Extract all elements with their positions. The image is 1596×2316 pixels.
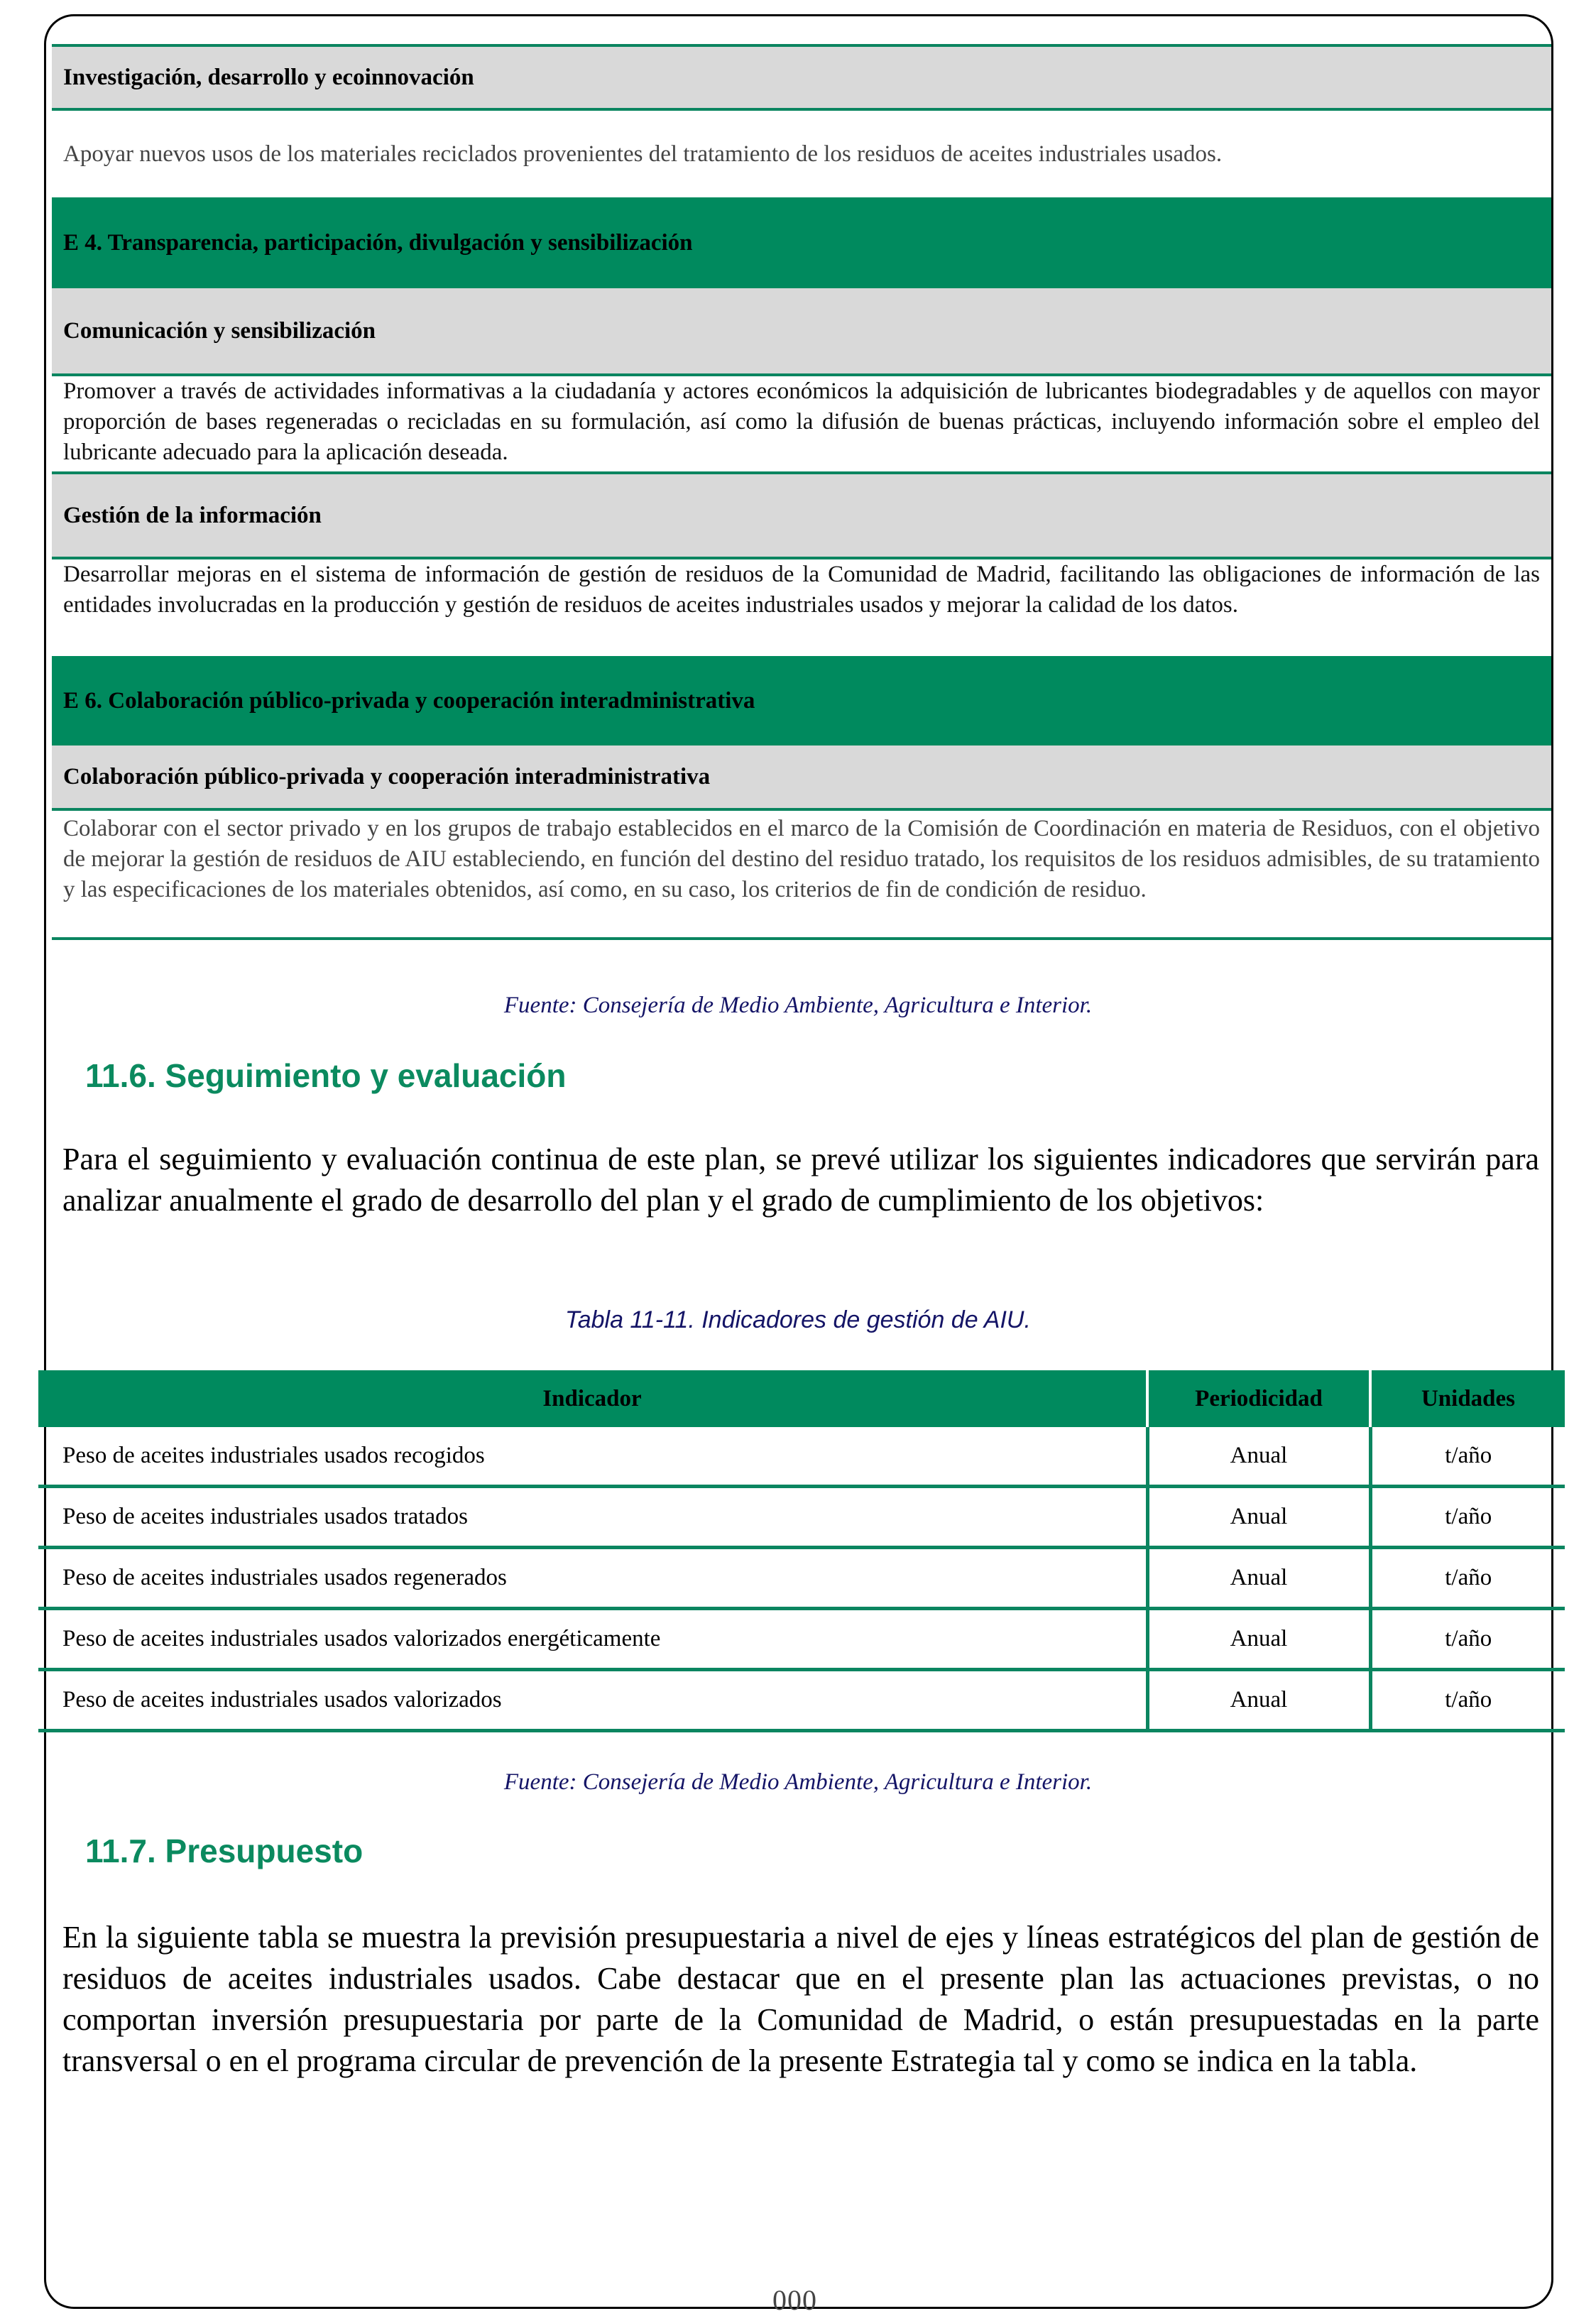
- table-row: [38, 1670, 1565, 1731]
- indicator-cell: Peso de aceites industriales usados regenerados: [38, 1548, 1147, 1609]
- table-row: [38, 1427, 1565, 1487]
- subline-header: Investigación, desarrollo y ecoinnovación: [52, 44, 1551, 111]
- periodicity-cell: Anual: [1147, 1427, 1370, 1487]
- periodicity-cell: Anual: [1147, 1670, 1370, 1731]
- subline-header: Gestión de la información: [52, 471, 1551, 559]
- periodicity-cell: Anual: [1147, 1548, 1370, 1609]
- measure-text: Promover a través de actividades informativas a la ciudadanía y actores económicos la adquisición de lubricantes biodegradables y de aquellos con mayor proporción de bases regeneradas o recicladas en su formulación, así como la difusión de buenas prácticas, incluyendo información sobre el empleo del lubricante adecuado para la aplicación deseada.: [63, 378, 1540, 465]
- subline-header: Comunicación y sensibilización: [52, 288, 1551, 376]
- table-header-row: [38, 1370, 1565, 1427]
- section-heading: 11.7. Presupuesto: [85, 1832, 364, 1869]
- indicator-cell: Peso de aceites industriales usados valorizados: [38, 1670, 1147, 1731]
- table-row: [38, 1609, 1565, 1670]
- axis-header: E 6. Colaboración público-privada y cooperación interadministrativa: [52, 656, 1551, 745]
- source-caption: Fuente: Consejería de Medio Ambiente, Agricultura e Interior.: [503, 993, 1093, 1018]
- units-cell: t/año: [1370, 1670, 1565, 1731]
- periodicity-cell: Anual: [1147, 1487, 1370, 1548]
- source-caption: Fuente: Consejería de Medio Ambiente, Agricultura e Interior.: [503, 1769, 1093, 1795]
- column-header: Indicador: [38, 1370, 1147, 1427]
- section-heading: 11.6. Seguimiento y evaluación: [85, 1057, 567, 1094]
- measure-text: Colaborar con el sector privado y en los grupos de trabajo establecidos en el marco de la Comisión de Coordinación en materia de Residuos, con el objetivo de mejorar la gestión de residuos de AIU estableciendo, en función del destino del residuo tratado, los requisitos de los residuos admisibles, de su tratamiento y las especificaciones de los materiales obtenidos, así como, en su caso, los criterios de fin de condición de residuo.: [52, 811, 1551, 940]
- units-cell: t/año: [1370, 1548, 1565, 1609]
- measure-text: Apoyar nuevos usos de los materiales reciclados provenientes del tratamiento de los residuos de aceites industriales usados.: [63, 141, 1223, 167]
- indicator-cell: Peso de aceites industriales usados tratados: [38, 1487, 1147, 1548]
- units-cell: t/año: [1370, 1487, 1565, 1548]
- page-number: 000: [772, 2284, 817, 2316]
- measure-text: Desarrollar mejoras en el sistema de información de gestión de residuos de la Comunidad de Madrid, facilitando las obligaciones de información de las entidades involucradas en la producción y gestión de residuos de aceites industriales usados y mejorar la calidad de los datos.: [63, 562, 1540, 618]
- body-paragraph: Para el seguimiento y evaluación continua de este plan, se prevé utilizar los siguientes indicadores que servirán para analizar anualmente el grado de desarrollo del plan y el grado de cumplimiento de los objetivos:: [62, 1142, 1539, 1218]
- indicator-cell: Peso de aceites industriales usados recogidos: [38, 1427, 1147, 1487]
- axis-header: E 4. Transparencia, participación, divulgación y sensibilización: [52, 197, 1551, 288]
- column-header: Unidades: [1370, 1370, 1565, 1427]
- indicators-table: [38, 1370, 1565, 1732]
- subline-header: Colaboración público-privada y cooperación interadministrativa: [52, 745, 1551, 811]
- table-row: [38, 1487, 1565, 1548]
- periodicity-cell: Anual: [1147, 1609, 1370, 1670]
- table-caption: Tabla 11-11. Indicadores de gestión de AIU.: [565, 1306, 1031, 1333]
- column-header: Periodicidad: [1147, 1370, 1370, 1427]
- measures-table: [52, 44, 1551, 940]
- indicator-cell: Peso de aceites industriales usados valorizados energéticamente: [38, 1609, 1147, 1670]
- units-cell: t/año: [1370, 1609, 1565, 1670]
- table-row: [38, 1548, 1565, 1609]
- body-paragraph: En la siguiente tabla se muestra la previsión presupuestaria a nivel de ejes y líneas estratégicos del plan de gestión de residuos de aceites industriales usados. Cabe destacar que en el presente plan las actuaciones previstas, o no comportan inversión presupuestaria por parte de la Comunidad de Madrid, o están presupuestadas en la parte transversal o en el programa circular de prevención de la presente Estrategia tal y como se indica en la tabla.: [62, 1920, 1539, 2078]
- units-cell: t/año: [1370, 1427, 1565, 1487]
